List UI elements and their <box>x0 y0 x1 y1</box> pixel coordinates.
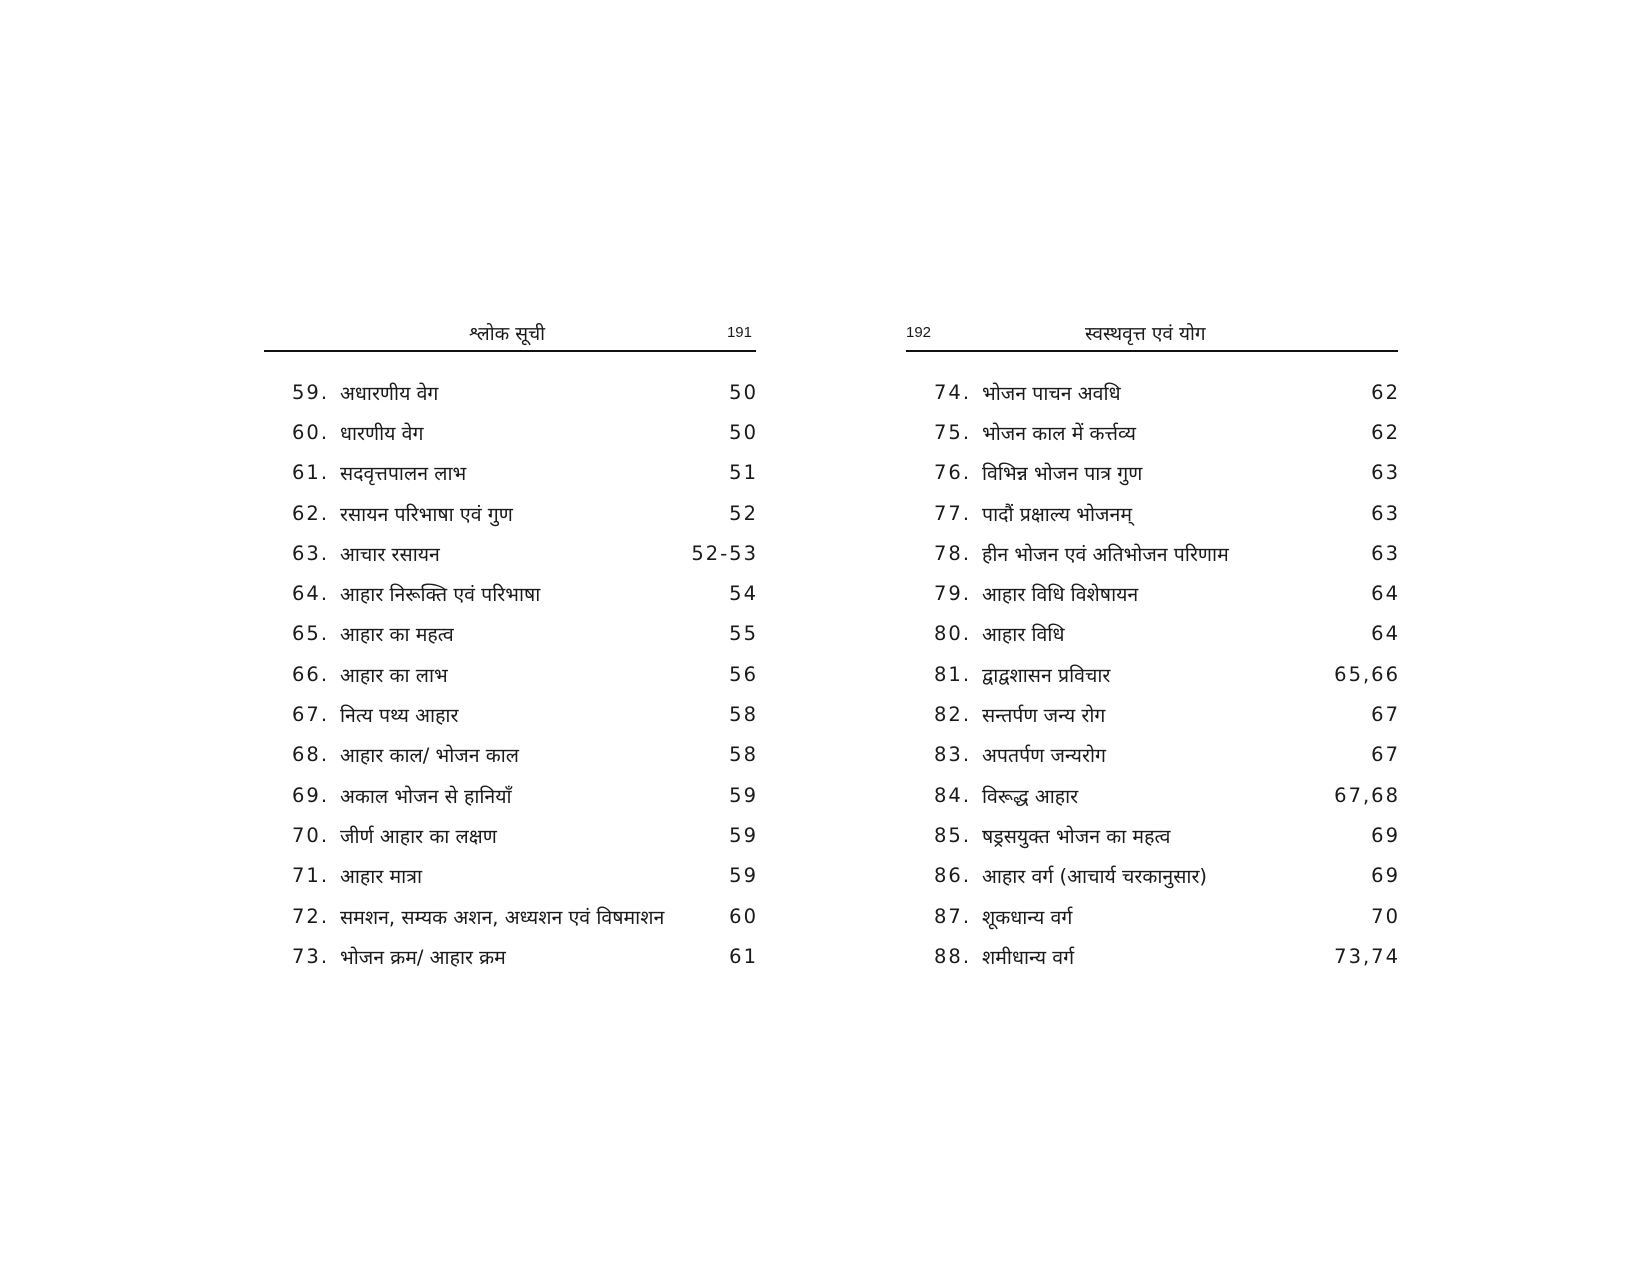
entry-number: 73. <box>292 944 330 968</box>
toc-entry <box>264 694 756 734</box>
entry-number: 86. <box>934 864 972 888</box>
toc-entry <box>264 815 756 855</box>
entry-title: रसायन परिभाषा एवं गुण <box>340 502 513 526</box>
entry-title: भोजन क्रम/ आहार क्रम <box>340 945 506 969</box>
entry-number: 88. <box>934 944 972 968</box>
entry-title: आचार रसायन <box>340 542 440 566</box>
entry-page-ref: 63 <box>1371 501 1400 525</box>
toc-entry <box>906 412 1398 452</box>
entry-number: 79. <box>934 582 972 606</box>
toc-entry <box>906 614 1398 654</box>
entry-title: आहार काल/ भोजन काल <box>340 744 520 768</box>
toc-entry <box>264 654 756 694</box>
toc-entry <box>264 372 756 412</box>
entry-page-ref: 52-53 <box>691 541 758 565</box>
toc-entry <box>264 614 756 654</box>
toc-entry <box>906 493 1398 533</box>
entry-page-ref: 63 <box>1371 461 1400 485</box>
page-number: 191 <box>726 324 752 341</box>
entry-title: षड्रसयुक्त भोजन का महत्व <box>982 824 1171 848</box>
entry-page-ref: 52 <box>729 501 758 525</box>
entry-title: आहार वर्ग (आचार्य चरकानुसार) <box>982 865 1208 889</box>
entry-title: विरूद्ध आहार <box>982 784 1079 808</box>
entry-page-ref: 59 <box>729 823 758 847</box>
entry-title: हीन भोजन एवं अतिभोजन परिणाम <box>982 542 1229 566</box>
toc-entry <box>906 815 1398 855</box>
toc-entry <box>906 654 1398 694</box>
entry-title: आहार निरूक्ति एवं परिभाषा <box>340 583 541 607</box>
entry-page-ref: 73,74 <box>1334 944 1400 968</box>
entry-page-ref: 67,68 <box>1334 783 1400 807</box>
toc-list <box>264 372 756 976</box>
entry-title: सदवृत्तपालन लाभ <box>340 462 467 486</box>
entry-title: अपतर्पण जन्यरोग <box>982 744 1106 768</box>
entry-page-ref: 50 <box>729 420 758 444</box>
entry-page-ref: 67 <box>1371 743 1400 767</box>
entry-page-ref: 67 <box>1371 703 1400 727</box>
toc-entry <box>906 775 1398 815</box>
entry-page-ref: 58 <box>729 703 758 727</box>
entry-number: 66. <box>292 662 330 686</box>
entry-title: अकाल भोजन से हानियाँ <box>340 784 512 808</box>
toc-entry <box>264 936 756 976</box>
entry-title: आहार विधि <box>982 623 1065 647</box>
entry-number: 71. <box>292 864 330 888</box>
entry-number: 68. <box>292 743 330 767</box>
left-page-header <box>264 318 756 352</box>
entry-number: 87. <box>934 904 972 928</box>
entry-number: 83. <box>934 743 972 767</box>
right-page-header <box>906 318 1398 352</box>
entry-number: 64. <box>292 582 330 606</box>
toc-entry <box>264 412 756 452</box>
entry-page-ref: 51 <box>729 461 758 485</box>
entry-page-ref: 62 <box>1371 420 1400 444</box>
entry-number: 65. <box>292 622 330 646</box>
entry-number: 80. <box>934 622 972 646</box>
toc-entry <box>264 775 756 815</box>
right-page <box>906 318 1398 976</box>
toc-entry <box>906 533 1398 573</box>
page-number: 192 <box>906 324 932 341</box>
toc-entry <box>906 856 1398 896</box>
entry-number: 61. <box>292 461 330 485</box>
entry-number: 84. <box>934 783 972 807</box>
entry-title: द्वाद्वशासन प्रविचार <box>982 663 1111 687</box>
toc-entry <box>906 694 1398 734</box>
entry-number: 59. <box>292 380 330 404</box>
toc-entry <box>906 372 1398 412</box>
entry-page-ref: 60 <box>729 904 758 928</box>
toc-entry <box>906 735 1398 775</box>
entry-page-ref: 64 <box>1371 622 1400 646</box>
entry-number: 82. <box>934 703 972 727</box>
entry-page-ref: 69 <box>1371 823 1400 847</box>
entry-page-ref: 69 <box>1371 864 1400 888</box>
toc-entry <box>906 896 1398 936</box>
entry-title: समशन, सम्यक अशन, अध्यशन एवं विषमाशन <box>340 905 665 929</box>
entry-title: आहार का लाभ <box>340 663 448 687</box>
entry-number: 60. <box>292 420 330 444</box>
entry-number: 74. <box>934 380 972 404</box>
entry-page-ref: 63 <box>1371 541 1400 565</box>
entry-title: आहार मात्रा <box>340 865 423 889</box>
entry-page-ref: 62 <box>1371 380 1400 404</box>
entry-page-ref: 61 <box>729 944 758 968</box>
entry-title: शूकधान्य वर्ग <box>982 905 1073 929</box>
entry-title: आहार का महत्व <box>340 623 454 647</box>
entry-title: आहार विधि विशेषायन <box>982 583 1139 607</box>
entry-page-ref: 59 <box>729 783 758 807</box>
entry-title: विभिन्न भोजन पात्र गुण <box>982 462 1143 486</box>
toc-list <box>906 372 1398 976</box>
entry-number: 67. <box>292 703 330 727</box>
entry-title: नित्य पथ्य आहार <box>340 704 459 728</box>
entry-number: 69. <box>292 783 330 807</box>
toc-entry <box>264 856 756 896</box>
entry-title: भोजन काल में कर्त्तव्य <box>982 421 1136 445</box>
entry-title: पादौं प्रक्षाल्य भोजनम् <box>982 502 1132 526</box>
entry-number: 85. <box>934 823 972 847</box>
entry-title: शमीधान्य वर्ग <box>982 945 1075 969</box>
left-page <box>264 318 756 976</box>
entry-number: 63. <box>292 541 330 565</box>
toc-entry <box>906 936 1398 976</box>
entry-title: धारणीय वेग <box>340 421 424 445</box>
entry-page-ref: 56 <box>729 662 758 686</box>
entry-page-ref: 50 <box>729 380 758 404</box>
entry-page-ref: 55 <box>729 622 758 646</box>
toc-entry <box>264 735 756 775</box>
toc-entry <box>264 573 756 613</box>
entry-number: 77. <box>934 501 972 525</box>
entry-number: 75. <box>934 420 972 444</box>
toc-entry <box>264 493 756 533</box>
entry-page-ref: 54 <box>729 582 758 606</box>
entry-title: सन्तर्पण जन्य रोग <box>982 704 1106 728</box>
entry-number: 62. <box>292 501 330 525</box>
toc-entry <box>264 533 756 573</box>
toc-entry <box>264 896 756 936</box>
entry-page-ref: 59 <box>729 864 758 888</box>
entry-title: भोजन पाचन अवधि <box>982 381 1121 405</box>
entry-number: 78. <box>934 541 972 565</box>
entry-page-ref: 64 <box>1371 582 1400 606</box>
entry-title: जीर्ण आहार का लक्षण <box>340 824 497 848</box>
entry-title: अधारणीय वेग <box>340 381 439 405</box>
entry-number: 70. <box>292 823 330 847</box>
entry-number: 76. <box>934 461 972 485</box>
running-title: श्लोक सूची <box>469 323 546 345</box>
entry-number: 72. <box>292 904 330 928</box>
entry-number: 81. <box>934 662 972 686</box>
entry-page-ref: 65,66 <box>1334 662 1400 686</box>
entry-page-ref: 58 <box>729 743 758 767</box>
toc-entry <box>906 453 1398 493</box>
entry-page-ref: 70 <box>1371 904 1400 928</box>
toc-entry <box>906 573 1398 613</box>
toc-entry <box>264 453 756 493</box>
running-title: स्वस्थवृत्त एवं योग <box>1085 323 1206 345</box>
